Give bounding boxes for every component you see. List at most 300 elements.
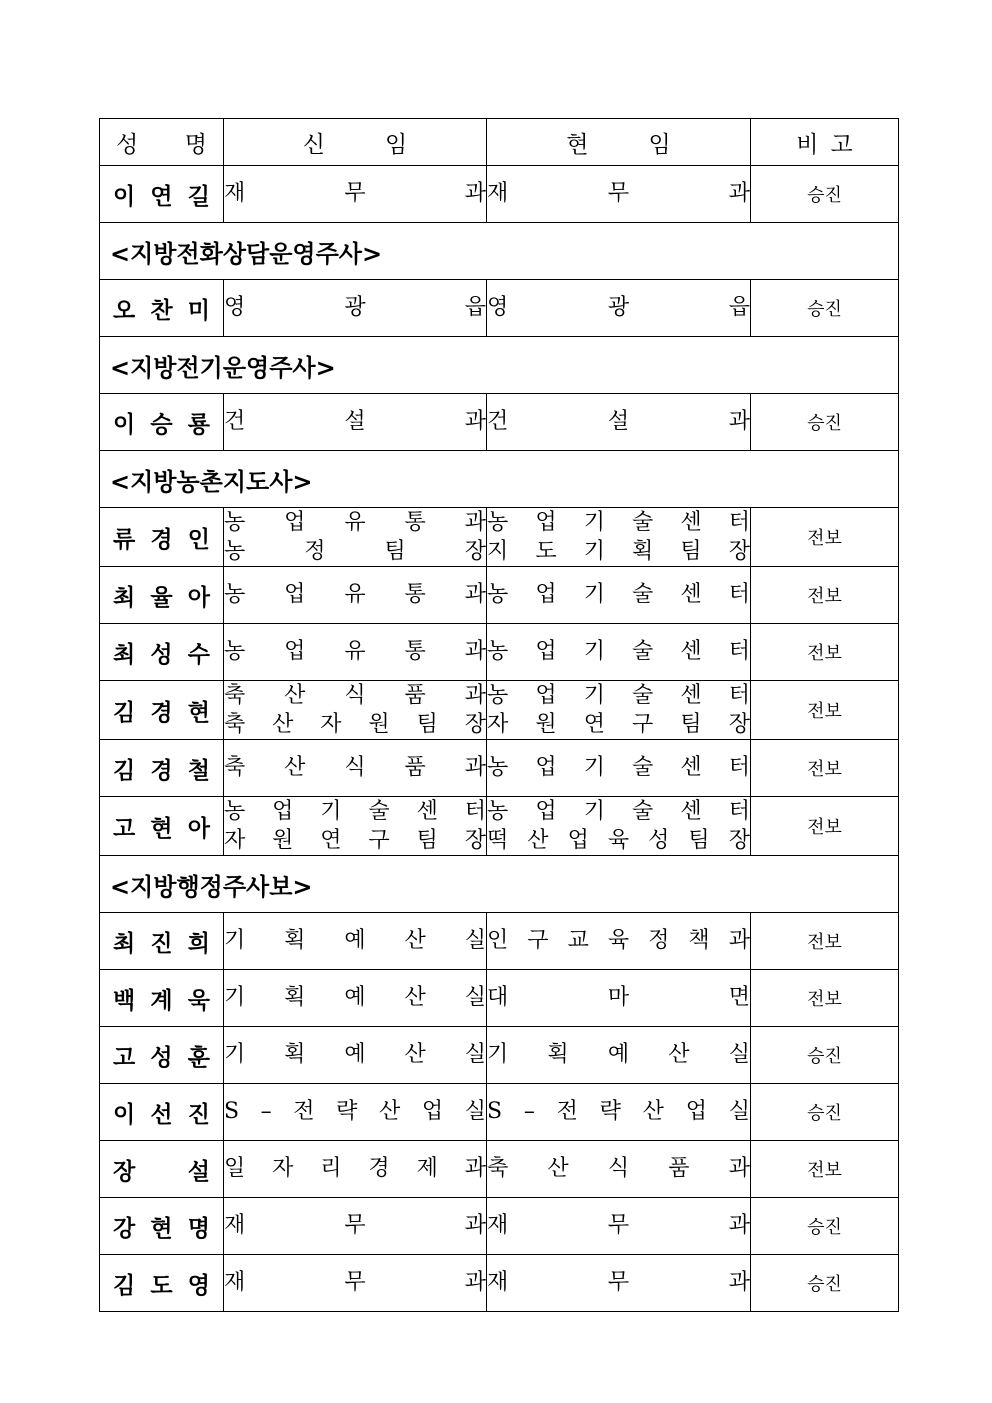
glyph: 센 — [680, 799, 702, 824]
employee-name — [100, 797, 224, 856]
glyph: 산 — [668, 1042, 690, 1067]
glyph: 류 — [113, 526, 136, 553]
glyph: 산 — [642, 1099, 664, 1124]
glyph: 산 — [404, 1042, 426, 1067]
glyph: 대 — [487, 985, 509, 1010]
new-post — [224, 681, 487, 740]
glyph: 정 — [648, 928, 670, 953]
glyph: 재 — [487, 181, 509, 206]
glyph: 획 — [632, 539, 654, 564]
status-note: 전보 — [751, 913, 899, 970]
status-note: 전보 — [751, 624, 899, 681]
current-post — [487, 394, 751, 451]
glyph: 설 — [187, 1158, 210, 1185]
current-post — [487, 681, 751, 740]
glyph: 센 — [680, 582, 702, 607]
glyph: 업 — [535, 683, 557, 708]
glyph: 백 — [113, 987, 136, 1014]
new-post — [224, 797, 487, 856]
glyph: 팀 — [680, 539, 702, 564]
glyph: 유 — [344, 639, 366, 664]
glyph: 기 — [583, 755, 605, 780]
glyph: 식 — [344, 683, 366, 708]
glyph: 율 — [150, 584, 173, 611]
new-post — [224, 970, 487, 1027]
glyph: 예 — [344, 928, 366, 953]
status-note: 승진 — [751, 1084, 899, 1141]
glyph: 임 — [385, 131, 408, 158]
glyph: 읍 — [728, 295, 750, 320]
glyph: 실 — [464, 1099, 486, 1124]
glyph: 연 — [583, 712, 605, 737]
glyph: 구 — [527, 928, 549, 953]
personnel-table — [99, 118, 899, 1312]
glyph: 산 — [272, 712, 294, 737]
personnel-table-body — [100, 119, 899, 1312]
glyph: 과 — [464, 1270, 486, 1295]
glyph: 전 — [556, 1099, 578, 1124]
glyph: 리 — [320, 1156, 342, 1181]
table-row — [100, 970, 899, 1027]
glyph: 명 — [184, 131, 207, 158]
glyph: 업 — [421, 1099, 444, 1124]
glyph: 김 — [113, 1272, 136, 1299]
glyph: 업 — [535, 639, 557, 664]
status-note: 승진 — [751, 280, 899, 337]
glyph: 장 — [728, 712, 750, 737]
glyph: 명 — [187, 1215, 210, 1242]
glyph: 광 — [607, 295, 630, 320]
glyph: 센 — [680, 683, 702, 708]
status-note: 전보 — [751, 1141, 899, 1198]
glyph: 획 — [284, 928, 306, 953]
glyph: 유 — [344, 582, 366, 607]
glyph: 획 — [547, 1042, 569, 1067]
table-row — [100, 166, 899, 223]
glyph: 훈 — [187, 1044, 210, 1071]
employee-name — [100, 1255, 224, 1312]
glyph: 농 — [224, 510, 246, 535]
glyph: 무 — [344, 1270, 366, 1295]
glyph: 임 — [648, 131, 671, 158]
glyph: 과 — [464, 582, 486, 607]
glyph: 신 — [302, 131, 325, 158]
employee-name — [100, 970, 224, 1027]
glyph: 철 — [187, 757, 210, 784]
glyph: 팀 — [688, 828, 710, 853]
employee-name — [100, 681, 224, 740]
glyph: 아 — [187, 815, 210, 842]
glyph: 산 — [284, 683, 306, 708]
glyph: 무 — [607, 1213, 630, 1238]
glyph: 농 — [487, 799, 509, 824]
glyph: 경 — [368, 1156, 390, 1181]
table-row — [100, 1255, 899, 1312]
glyph: 승 — [150, 411, 173, 438]
employee-name — [100, 1198, 224, 1255]
status-note: 승진 — [751, 1198, 899, 1255]
glyph: 산 — [527, 828, 549, 853]
current-post — [487, 1027, 751, 1084]
glyph: 유 — [344, 510, 366, 535]
glyph: 실 — [464, 1042, 486, 1067]
glyph: 팀 — [416, 828, 438, 853]
glyph: 터 — [728, 799, 750, 824]
table-row — [100, 567, 899, 624]
table-row — [100, 797, 899, 856]
glyph: 업 — [284, 582, 306, 607]
glyph: 산 — [404, 928, 426, 953]
glyph: 업 — [284, 639, 306, 664]
header-row — [100, 119, 899, 166]
glyph: 강 — [113, 1215, 136, 1242]
glyph: S — [487, 1099, 503, 1124]
section-heading-row — [100, 223, 899, 280]
glyph: 과 — [728, 409, 750, 434]
glyph: 영 — [487, 295, 509, 320]
glyph: 통 — [404, 639, 426, 664]
glyph: 자 — [224, 828, 246, 853]
glyph: 선 — [150, 1101, 173, 1128]
table-row — [100, 1198, 899, 1255]
glyph: 건 — [487, 409, 509, 434]
glyph: 연 — [150, 183, 173, 210]
glyph: 원 — [368, 712, 390, 737]
glyph: 면 — [728, 985, 750, 1010]
glyph: 장 — [113, 1158, 136, 1185]
glyph: 길 — [187, 183, 210, 210]
glyph: 읍 — [464, 295, 486, 320]
table-row — [100, 1027, 899, 1084]
glyph: 기 — [224, 985, 246, 1010]
glyph: 략 — [336, 1099, 358, 1124]
glyph: 술 — [632, 755, 654, 780]
glyph: 최 — [113, 930, 136, 957]
glyph: 영 — [224, 295, 246, 320]
glyph: 농 — [224, 799, 246, 824]
glyph: 기 — [224, 928, 246, 953]
current-post — [487, 740, 751, 797]
glyph: 자 — [320, 712, 342, 737]
glyph: 장 — [464, 828, 486, 853]
glyph: 구 — [368, 828, 390, 853]
glyph: – — [523, 1099, 535, 1124]
glyph: 도 — [150, 1272, 173, 1299]
glyph: 터 — [728, 755, 750, 780]
table-row — [100, 280, 899, 337]
status-note: 승진 — [751, 394, 899, 451]
glyph: 비 — [796, 131, 819, 158]
section-heading-row — [100, 337, 899, 394]
table-row — [100, 1084, 899, 1141]
glyph: 기 — [583, 639, 605, 664]
new-post — [224, 1141, 487, 1198]
glyph: 업 — [567, 828, 589, 853]
status-note: 전보 — [751, 681, 899, 740]
glyph: 농 — [224, 539, 246, 564]
current-post — [487, 970, 751, 1027]
glyph: 업 — [535, 755, 557, 780]
glyph: 기 — [583, 539, 605, 564]
glyph: 산 — [378, 1099, 401, 1124]
new-post — [224, 1198, 487, 1255]
glyph: 도 — [535, 539, 557, 564]
new-post — [224, 624, 487, 681]
glyph: 산 — [547, 1156, 569, 1181]
glyph: 실 — [464, 928, 486, 953]
glyph: 인 — [187, 526, 210, 553]
glyph: 술 — [632, 799, 654, 824]
glyph: 건 — [224, 409, 246, 434]
glyph: 기 — [320, 799, 342, 824]
glyph: 책 — [688, 928, 710, 953]
employee-name — [100, 740, 224, 797]
glyph: 과 — [728, 181, 750, 206]
glyph: 일 — [224, 1156, 246, 1181]
glyph: 실 — [728, 1099, 750, 1124]
glyph: 식 — [344, 755, 366, 780]
section-title: <지방전화상담운영주사> — [100, 223, 899, 280]
glyph: 과 — [728, 1213, 750, 1238]
glyph: 농 — [487, 582, 509, 607]
glyph: 오 — [113, 297, 136, 324]
glyph: 최 — [113, 641, 136, 668]
glyph: 과 — [464, 683, 486, 708]
glyph: 원 — [535, 712, 557, 737]
glyph: 농 — [487, 683, 509, 708]
glyph: 고 — [830, 131, 853, 158]
glyph: 센 — [416, 799, 438, 824]
glyph: 통 — [404, 582, 426, 607]
status-note: 전보 — [751, 567, 899, 624]
status-note: 전보 — [751, 508, 899, 567]
glyph: 품 — [404, 755, 426, 780]
glyph: 현 — [150, 1215, 173, 1242]
current-post — [487, 797, 751, 856]
glyph: 현 — [187, 699, 210, 726]
glyph: 농 — [487, 755, 509, 780]
glyph: 아 — [187, 584, 210, 611]
employee-name — [100, 624, 224, 681]
glyph: 산 — [284, 755, 306, 780]
glyph: 장 — [464, 712, 486, 737]
glyph: 기 — [583, 799, 605, 824]
glyph: 계 — [150, 987, 173, 1014]
header-name — [100, 119, 224, 166]
glyph: S — [224, 1099, 240, 1124]
glyph: 과 — [464, 639, 486, 664]
glyph: 센 — [680, 639, 702, 664]
glyph: 룡 — [187, 411, 210, 438]
table-row — [100, 681, 899, 740]
status-note: 전보 — [751, 797, 899, 856]
glyph: 기 — [487, 1042, 509, 1067]
glyph: 경 — [150, 526, 173, 553]
glyph: 정 — [304, 539, 326, 564]
glyph: 성 — [150, 641, 173, 668]
glyph: 과 — [464, 181, 486, 206]
glyph: 마 — [607, 985, 630, 1010]
glyph: 실 — [728, 1042, 750, 1067]
glyph: 축 — [487, 1156, 509, 1181]
glyph: 진 — [150, 930, 173, 957]
glyph: 무 — [344, 181, 366, 206]
glyph: 육 — [607, 828, 630, 853]
glyph: 과 — [728, 1270, 750, 1295]
glyph: 김 — [113, 757, 136, 784]
glyph: 자 — [272, 1156, 294, 1181]
glyph: 인 — [487, 928, 509, 953]
glyph: 장 — [728, 539, 750, 564]
glyph: 축 — [224, 683, 246, 708]
glyph: 장 — [728, 828, 750, 853]
glyph: 고 — [113, 1044, 136, 1071]
employee-name — [100, 1084, 224, 1141]
glyph: 광 — [344, 295, 366, 320]
status-note: 승진 — [751, 1027, 899, 1084]
glyph: 술 — [632, 582, 654, 607]
glyph: 이 — [113, 411, 136, 438]
table-row — [100, 394, 899, 451]
current-post — [487, 280, 751, 337]
glyph: 획 — [284, 985, 306, 1010]
glyph: 과 — [464, 1213, 486, 1238]
glyph: 식 — [607, 1156, 630, 1181]
glyph: 터 — [728, 510, 750, 535]
new-post — [224, 740, 487, 797]
glyph: 농 — [487, 639, 509, 664]
table-row — [100, 913, 899, 970]
employee-name — [100, 913, 224, 970]
employee-name — [100, 1027, 224, 1084]
glyph: 업 — [535, 510, 557, 535]
section-title: <지방전기운영주사> — [100, 337, 899, 394]
glyph: 수 — [187, 641, 210, 668]
glyph: 업 — [535, 799, 557, 824]
glyph: 교 — [567, 928, 589, 953]
status-note: 전보 — [751, 740, 899, 797]
table-row — [100, 740, 899, 797]
glyph: 이 — [113, 183, 136, 210]
new-post — [224, 567, 487, 624]
section-heading-row — [100, 451, 899, 508]
glyph: 과 — [464, 1156, 486, 1181]
employee-name — [100, 166, 224, 223]
glyph: 략 — [599, 1099, 621, 1124]
glyph: 과 — [728, 1156, 750, 1181]
glyph: 업 — [284, 510, 306, 535]
glyph: 제 — [416, 1156, 438, 1181]
glyph: 농 — [487, 510, 509, 535]
glyph: 경 — [150, 757, 173, 784]
glyph: 술 — [368, 799, 390, 824]
glyph: 과 — [464, 409, 486, 434]
glyph: 고 — [113, 815, 136, 842]
glyph: 기 — [583, 510, 605, 535]
glyph: 업 — [272, 799, 294, 824]
glyph: 재 — [487, 1270, 509, 1295]
glyph: 이 — [113, 1101, 136, 1128]
glyph: 성 — [116, 131, 139, 158]
glyph: 기 — [583, 683, 605, 708]
glyph: 업 — [685, 1099, 707, 1124]
new-post — [224, 1027, 487, 1084]
current-post — [487, 1141, 751, 1198]
glyph: 전 — [293, 1099, 315, 1124]
glyph: 최 — [113, 584, 136, 611]
header-new-post — [224, 119, 487, 166]
glyph: 농 — [224, 582, 246, 607]
section-heading-row — [100, 856, 899, 913]
glyph: 찬 — [150, 297, 173, 324]
glyph: 산 — [404, 985, 426, 1010]
glyph: 현 — [150, 815, 173, 842]
table-row — [100, 624, 899, 681]
glyph: 술 — [632, 510, 654, 535]
current-post — [487, 166, 751, 223]
glyph: 농 — [224, 639, 246, 664]
glyph: 획 — [284, 1042, 306, 1067]
glyph: 희 — [187, 930, 210, 957]
glyph: 원 — [272, 828, 294, 853]
new-post — [224, 1255, 487, 1312]
glyph: 현 — [566, 131, 589, 158]
glyph: 영 — [187, 1272, 210, 1299]
glyph: 김 — [113, 699, 136, 726]
glyph: 육 — [607, 928, 630, 953]
table-row — [100, 508, 899, 567]
glyph: 무 — [344, 1213, 366, 1238]
employee-name — [100, 508, 224, 567]
current-post — [487, 1198, 751, 1255]
current-post — [487, 1084, 751, 1141]
glyph: 연 — [320, 828, 342, 853]
status-note: 전보 — [751, 970, 899, 1027]
glyph: 성 — [150, 1044, 173, 1071]
glyph: 축 — [224, 712, 246, 737]
glyph: 술 — [632, 639, 654, 664]
glyph: 무 — [607, 1270, 630, 1295]
glyph: 터 — [728, 639, 750, 664]
glyph: 예 — [344, 1042, 366, 1067]
table-row — [100, 1141, 899, 1198]
glyph: 술 — [632, 683, 654, 708]
new-post — [224, 280, 487, 337]
current-post — [487, 508, 751, 567]
glyph: 예 — [607, 1042, 630, 1067]
glyph: 터 — [728, 582, 750, 607]
header-note — [751, 119, 899, 166]
glyph: 과 — [728, 928, 750, 953]
glyph: 축 — [224, 755, 246, 780]
glyph: 재 — [224, 1213, 246, 1238]
section-title: <지방행정주사보> — [100, 856, 899, 913]
glyph: 재 — [487, 1213, 509, 1238]
current-post — [487, 567, 751, 624]
glyph: 품 — [668, 1156, 690, 1181]
glyph: 통 — [404, 510, 426, 535]
glyph: 재 — [224, 181, 246, 206]
glyph: 과 — [464, 755, 486, 780]
glyph: 경 — [150, 699, 173, 726]
glyph: 실 — [464, 985, 486, 1010]
glyph: 구 — [632, 712, 654, 737]
glyph: 무 — [607, 181, 630, 206]
current-post — [487, 1255, 751, 1312]
current-post — [487, 624, 751, 681]
glyph: 욱 — [187, 987, 210, 1014]
glyph: 재 — [224, 1270, 246, 1295]
